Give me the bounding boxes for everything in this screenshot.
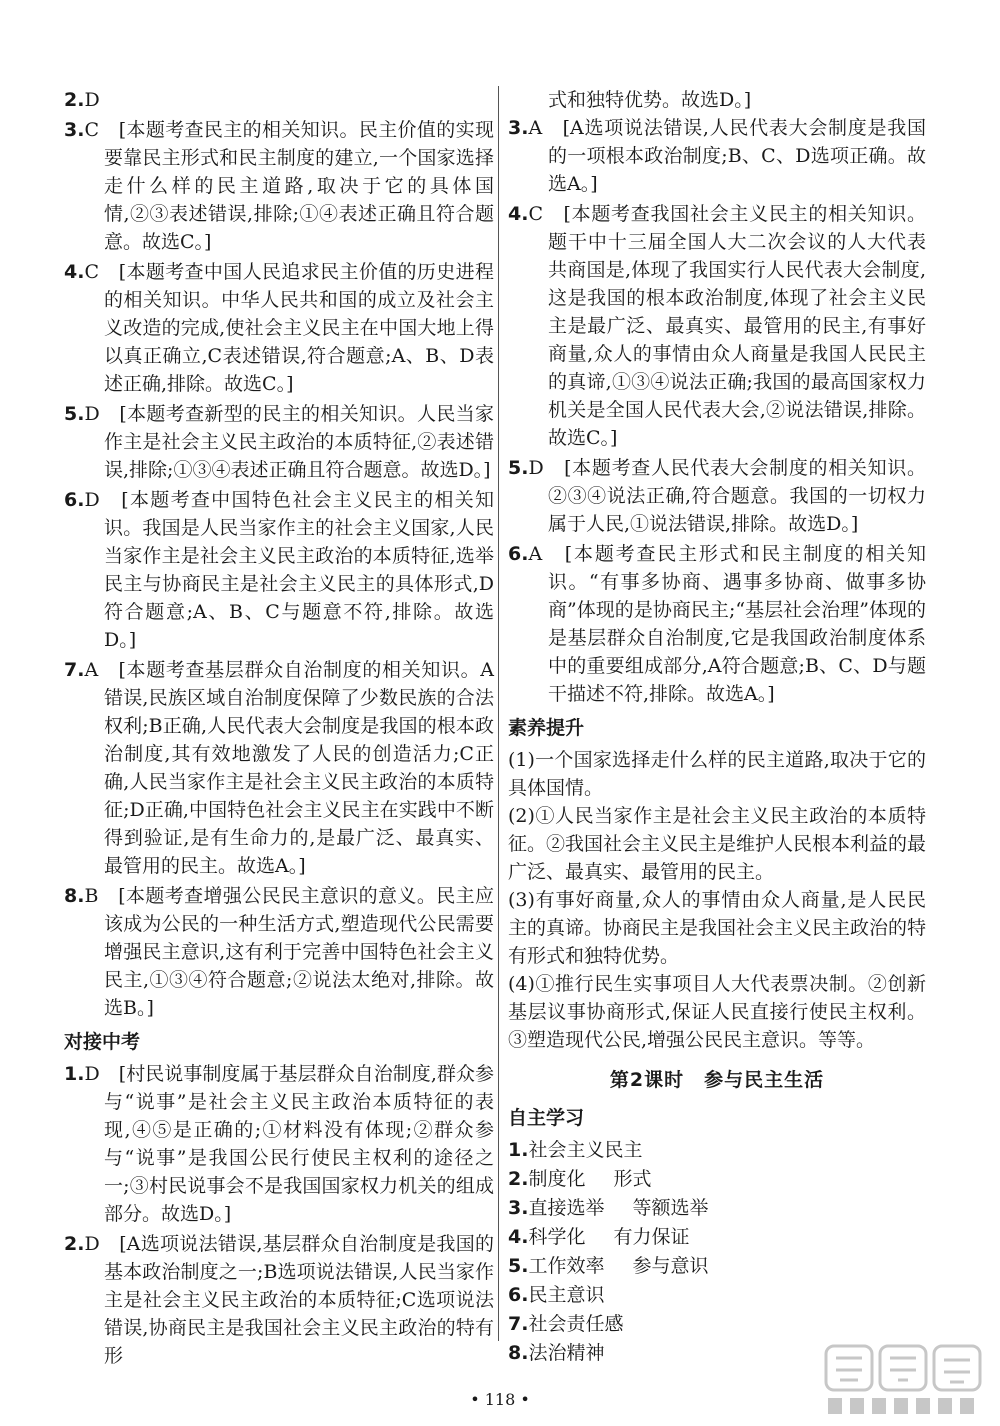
item-answer-a: 制度化: [528, 1168, 586, 1190]
answer-entry: [64, 486, 494, 654]
answer-entry: [64, 882, 494, 1022]
suyang-paragraph: (3)有事好商量,众人的事情由众人商量,是人民民主的真谛。协商民主是我国社会主义民主政治的特有形式和独特优势。: [508, 889, 927, 967]
answer-text: D [A选项说法错误,基层群众自治制度是我国的基本政治制度之一;B选项说法错误,人民当家作主是社会主义民主政治的本质特征;C选项说法错误,协商民主是我国社会主义民主政治的特有形: [84, 1233, 494, 1367]
right-column: [508, 86, 926, 1368]
answer-number: 2.: [64, 89, 85, 111]
item-number: 7.: [508, 1313, 529, 1335]
answer-entry: [64, 1230, 494, 1370]
self-study-item: [508, 1165, 926, 1193]
answer-text: C [本题考查民主的相关知识。民主价值的实现要靠民主形式和民主制度的建立,一个国家选择走什么样的民主道路,取决于它的具体国情,②③表述错误,排除;①④表述正确且符合题意。故选C。]: [84, 119, 494, 253]
answer-text: D [本题考查中国特色社会主义民主的相关知识。我国是人民当家作主的社会主义国家,人民当家作主是社会主义民主政治的本质特征,选举民主与协商民主是社会主义民主的具体形式,D符合题意;A、B、C与题意不符,排除。故选D。]: [84, 489, 494, 651]
suyang-paragraph: (2)①人民当家作主是社会主义民主政治的本质特征。②我国社会主义民主是维护人民根本利益的最广泛、最真实、最管用的民主。: [508, 805, 927, 883]
answer-number: 6.: [508, 543, 529, 565]
answer-list-bottom: [64, 1060, 494, 1370]
answer-text: C [本题考查中国人民追求民主价值的历史进程的相关知识。中华人民共和国的成立及社会主义改造的完成,使社会主义民主在中国大地上得以真正确立,C表述错误,符合题意;A、B、D表述正确,排除。故选C。]: [84, 261, 494, 395]
answer-entry: [64, 258, 494, 398]
item-number: 4.: [508, 1226, 529, 1248]
answer-list-right: [508, 114, 926, 708]
answer-number: 5.: [64, 403, 85, 425]
answer-text: A [本题考查民主形式和民主制度的相关知识。“有事多协商、遇事多协商、做事多协商”体现的是协商民主;“基层社会治理”体现的是基层群众自治制度,它是我国政治制度体系中的重要组成部分,A符合题意;B、C、D与题干描述不符,排除。故选A。]: [528, 543, 926, 705]
item-number: 1.: [508, 1139, 529, 1161]
answer-number: 2.: [64, 1233, 85, 1255]
answer-text: D [村民说事制度属于基层群众自治制度,群众参与“说事”是社会主义民主政治本质特征的表现,④⑤是正确的;①材料没有体现;②群众参与“说事”是我国公民行使民主权利的途径之一;③村民说事会不是我国国家权力机关的组成部分。故选D。]: [84, 1063, 494, 1225]
answer-number: 7.: [64, 659, 85, 681]
self-study-item: [508, 1281, 926, 1309]
answer-text: D [本题考查新型的民主的相关知识。人民当家作主是社会主义民主政治的本质特征,②表述错误,排除;①③④表述正确且符合题意。故选D。]: [84, 403, 494, 481]
page-number: • 118 •: [470, 1390, 530, 1409]
answer-text: C [本题考查我国社会主义民主的相关知识。题干中十三届全国人大二次会议的人大代表共商国是,体现了我国实行人民代表大会制度,这是我国的根本政治制度,体现了社会主义民主是最广泛、最真实、最管用的民主,有事好商量,众人的事情由众人商量是我国人民民主的真谛,①③④说法正确;我国的最高国家权力机关是全国人民代表大会,②说法错误,排除。故选C。]: [528, 203, 926, 449]
continuation-text: 式和独特优势。故选D。]: [548, 89, 752, 111]
item-answer-a: 法治精神: [528, 1342, 605, 1364]
self-study-item: [508, 1194, 926, 1222]
self-study-item: [508, 1136, 926, 1164]
answer-text: A [A选项说法错误,人民代表大会制度是我国的一项根本政治制度;B、C、D选项正确。故选A。]: [528, 117, 926, 195]
answer-number: 5.: [508, 457, 529, 479]
answer-entry: [508, 114, 926, 198]
answer-number: 1.: [64, 1063, 85, 1085]
answer-number: 4.: [508, 203, 529, 225]
answer-text: A [本题考查基层群众自治制度的相关知识。A错误,民族区域自治制度保障了少数民族的合法权利;B正确,人民代表大会制度是我国的根本政治制度,其有效地激发了人民的创造活力;C正确,人民当家作主是社会主义民主政治的本质特征;D正确,中国特色社会主义民主在实践中不断得到验证,是有生命力的,是最广泛、最真实、最管用的民主。故选A。]: [84, 659, 494, 877]
item-number: 2.: [508, 1168, 529, 1190]
watermark-logo: [820, 1340, 990, 1420]
item-answer-b: 等额选举: [632, 1197, 709, 1219]
self-study-item: [508, 1252, 926, 1280]
section-title-suyang: 素养提升: [508, 717, 585, 739]
answer-number: 4.: [64, 261, 85, 283]
suyang-paragraphs: [508, 746, 926, 1054]
item-answer-b: 有力保证: [613, 1226, 690, 1248]
answer-entry: [64, 116, 494, 256]
self-study-item: [508, 1223, 926, 1251]
answer-text: D [本题考查人民代表大会制度的相关知识。②③④说法正确,符合题意。我国的一切权力属于人民,①说法错误,排除。故选D。]: [528, 457, 926, 535]
item-answer-a: 工作效率: [528, 1255, 605, 1277]
answer-number: 8.: [64, 885, 85, 907]
self-study-item: [508, 1310, 926, 1338]
item-answer-a: 民主意识: [528, 1284, 605, 1306]
answer-entry: [64, 400, 494, 484]
answer-entry: [64, 656, 494, 880]
left-column: [64, 86, 494, 1372]
answer-entry: [508, 454, 926, 538]
answer-number: 3.: [64, 119, 85, 141]
column-divider: [498, 86, 499, 1341]
suyang-paragraph: (1)一个国家选择走什么样的民主道路,取决于它的具体国情。: [508, 749, 926, 799]
section-title-duijie: 对接中考: [64, 1031, 141, 1053]
answer-entry: [508, 540, 926, 708]
lesson-title: 第2课时 参与民主生活: [609, 1069, 825, 1091]
item-number: 8.: [508, 1342, 529, 1364]
answer-text: D: [84, 89, 100, 111]
item-number: 3.: [508, 1197, 529, 1219]
section-title-zizhu: 自主学习: [508, 1107, 585, 1129]
item-number: 5.: [508, 1255, 529, 1277]
item-answer-b: 形式: [613, 1168, 652, 1190]
item-number: 6.: [508, 1284, 529, 1306]
answer-entry: [508, 200, 926, 452]
answer-list-top: [64, 86, 494, 1022]
answer-text: B [本题考查增强公民民主意识的意义。民主应该成为公民的一种生活方式,塑造现代公民需要增强民主意识,这有利于完善中国特色社会主义民主,①③④符合题意;②说法太绝对,排除。故选B。]: [84, 885, 494, 1019]
item-answer-a: 社会主义民主: [528, 1139, 643, 1161]
item-answer-b: 参与意识: [632, 1255, 709, 1277]
item-answer-a: 直接选举: [528, 1197, 605, 1219]
suyang-paragraph: (4)①推行民生实事项目人大代表票决制。②创新基层议事协商形式,保证人民直接行使民主权利。③塑造现代公民,增强公民民主意识。等等。: [508, 973, 926, 1051]
answer-entry: [64, 86, 494, 114]
item-answer-a: 社会责任感: [528, 1313, 624, 1335]
answer-number: 6.: [64, 489, 85, 511]
self-study-list: [508, 1136, 926, 1367]
answer-entry: [64, 1060, 494, 1228]
answer-number: 3.: [508, 117, 529, 139]
item-answer-a: 科学化: [528, 1226, 586, 1248]
